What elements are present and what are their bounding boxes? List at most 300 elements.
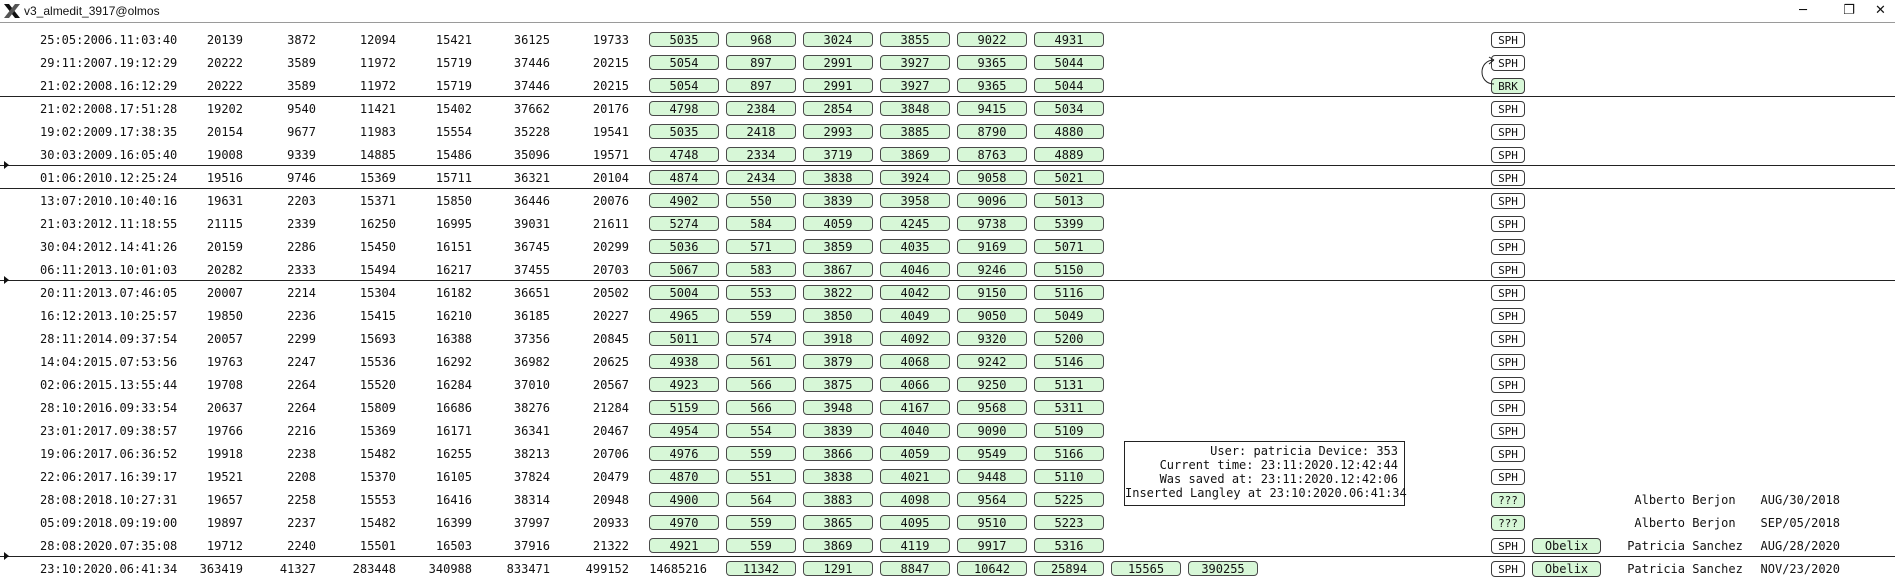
group-separator [0,165,1895,166]
row-value: 15494 [359,263,396,277]
row-value: 2264 [287,401,316,415]
author-name: Alberto Berjon [1634,493,1736,507]
value-box[interactable]: 3948 [803,400,873,415]
value-box[interactable]: 9510 [957,515,1027,530]
value-box[interactable]: 5274 [649,216,719,231]
value-box[interactable]: 553 [726,285,796,300]
row-value: 3872 [287,33,316,47]
row-value: 16399 [435,516,472,530]
value-box[interactable]: 5054 [649,55,719,70]
row-value: 16686 [435,401,472,415]
value-box[interactable]: 4059 [803,216,873,231]
group-separator [0,188,1895,189]
value-box[interactable]: 4042 [880,285,950,300]
value-box[interactable]: 4035 [880,239,950,254]
value-box[interactable]: 5044 [1034,55,1104,70]
table-row [0,443,1895,466]
row-value: 2203 [287,194,316,208]
value-box[interactable]: 5044 [1034,78,1104,93]
table-row [0,29,1895,52]
row-value: 15486 [435,148,472,162]
value-box[interactable]: 5311 [1034,400,1104,415]
obelix-button[interactable]: Obelix [1532,561,1601,577]
row-value: 20567 [592,378,629,392]
table-row [0,558,1895,581]
value-box[interactable]: 4059 [880,446,950,461]
value-box[interactable]: 3719 [803,147,873,162]
value-box[interactable]: 4046 [880,262,950,277]
row-value: 20057 [206,332,243,346]
value-box[interactable]: 390255 [1188,561,1258,576]
value-box[interactable]: 3924 [880,170,950,185]
row-value: 3589 [287,79,316,93]
value-box[interactable]: 2334 [726,147,796,162]
row-date: 14:04:2015.07:53:56 [40,355,178,369]
row-date: 28:10:2016.09:33:54 [40,401,178,415]
value-box[interactable]: 9564 [957,492,1027,507]
value-box[interactable]: 9568 [957,400,1027,415]
row-value: 19521 [206,470,243,484]
value-box[interactable]: 4976 [649,446,719,461]
value-box[interactable]: 5049 [1034,308,1104,323]
row-value: 2299 [287,332,316,346]
row-value: 2216 [287,424,316,438]
value-box[interactable]: 4021 [880,469,950,484]
value-box[interactable]: 4040 [880,423,950,438]
row-value: 37824 [513,470,550,484]
value-box[interactable]: 8790 [957,124,1027,139]
window-title: v3_almedit_3917@olmos [24,4,160,18]
value-box[interactable]: 566 [726,400,796,415]
info-saved-at: Was saved at: 23:11:2020.12:42:06 [1159,472,1398,486]
value-box[interactable]: 3869 [880,147,950,162]
value-box[interactable]: 968 [726,32,796,47]
maximize-button[interactable]: ❐ [1843,3,1855,18]
status-tag[interactable]: SPH [1491,101,1525,117]
row-value: 21611 [592,217,629,231]
row-value: 41327 [279,562,316,576]
value-box[interactable]: 5013 [1034,193,1104,208]
row-value: 11421 [359,102,396,116]
value-box[interactable]: 9365 [957,78,1027,93]
value-box[interactable]: 4970 [649,515,719,530]
value-box[interactable]: 9448 [957,469,1027,484]
value-box[interactable]: 561 [726,354,796,369]
value-box[interactable]: 9320 [957,331,1027,346]
value-box[interactable]: 9169 [957,239,1027,254]
row-value: 15402 [435,102,472,116]
value-box[interactable]: 1291 [803,561,873,576]
value-box[interactable]: 9365 [957,55,1027,70]
row-value: 15809 [359,401,396,415]
table-row [0,489,1895,512]
row-value: 16292 [435,355,472,369]
row-value: 15693 [359,332,396,346]
row-value: 15536 [359,355,396,369]
value-box[interactable]: 5200 [1034,331,1104,346]
row-value: 2339 [287,217,316,231]
row-value: 36745 [513,240,550,254]
value-box[interactable]: 8847 [880,561,950,576]
status-tag[interactable]: SPH [1491,423,1525,439]
row-value: 14685216 [649,562,707,576]
value-box[interactable]: 559 [726,538,796,553]
author-date: SEP/05/2018 [1760,516,1840,530]
value-box[interactable]: 2991 [803,55,873,70]
value-box[interactable]: 2854 [803,101,873,116]
row-value: 19918 [206,447,243,461]
value-box[interactable]: 3024 [803,32,873,47]
row-value: 15719 [435,79,472,93]
status-tag[interactable]: SPH [1491,124,1525,140]
status-tag[interactable]: SPH [1491,446,1525,462]
value-box[interactable]: 4049 [880,308,950,323]
value-box[interactable]: 897 [726,55,796,70]
table-row [0,512,1895,535]
value-box[interactable]: 5071 [1034,239,1104,254]
row-date: 29:11:2007.19:12:29 [40,56,178,70]
row-value: 15482 [359,447,396,461]
value-box[interactable]: 3850 [803,308,873,323]
row-value: 20933 [592,516,629,530]
row-value: 20282 [206,263,243,277]
value-box[interactable]: 2991 [803,78,873,93]
table-row [0,282,1895,305]
row-value: 21322 [592,539,629,553]
status-tag[interactable]: SPH [1491,331,1525,347]
value-box[interactable]: 5159 [649,400,719,415]
row-date: 30:03:2009.16:05:40 [40,148,178,162]
value-box[interactable]: 4167 [880,400,950,415]
value-box[interactable]: 2418 [726,124,796,139]
value-box[interactable]: 25894 [1034,561,1104,576]
obelix-button[interactable]: Obelix [1532,538,1601,554]
row-value: 37010 [513,378,550,392]
row-value: 39031 [513,217,550,231]
row-value: 15371 [359,194,396,208]
status-tag[interactable]: SPH [1491,354,1525,370]
value-box[interactable]: 5021 [1034,170,1104,185]
row-value: 20007 [206,286,243,300]
status-tag[interactable]: SPH [1491,377,1525,393]
value-box[interactable]: 4798 [649,101,719,116]
author-date: NOV/23/2020 [1760,562,1840,576]
value-box[interactable]: 5399 [1034,216,1104,231]
row-value: 9339 [287,148,316,162]
value-box[interactable]: 4748 [649,147,719,162]
status-tag[interactable]: SPH [1491,216,1525,232]
value-box[interactable]: 5035 [649,32,719,47]
value-box[interactable]: 3855 [880,32,950,47]
value-box[interactable]: 4900 [649,492,719,507]
value-box[interactable]: 5004 [649,285,719,300]
table-row [0,351,1895,374]
status-tag[interactable]: SPH [1491,239,1525,255]
value-box[interactable]: 3838 [803,469,873,484]
row-value: 20176 [592,102,629,116]
row-value: 11983 [359,125,396,139]
row-value: 15501 [359,539,396,553]
row-value: 15369 [359,171,396,185]
status-tag[interactable]: SPH [1491,538,1525,554]
row-value: 20227 [592,309,629,323]
row-value: 19733 [592,33,629,47]
row-value: 20159 [206,240,243,254]
value-box[interactable]: 10642 [957,561,1027,576]
row-date: 23:10:2020.06:41:34 [40,562,178,576]
row-value: 363419 [199,562,243,576]
value-box[interactable]: 5035 [649,124,719,139]
row-value: 38276 [513,401,550,415]
value-box[interactable]: 583 [726,262,796,277]
row-value: 15711 [435,171,472,185]
value-box[interactable]: 2993 [803,124,873,139]
value-box[interactable]: 4874 [649,170,719,185]
value-box[interactable]: 5131 [1034,377,1104,392]
row-value: 36446 [513,194,550,208]
row-date: 28:08:2020.07:35:08 [40,539,178,553]
value-box[interactable]: 3838 [803,170,873,185]
row-value: 283448 [352,562,396,576]
value-box[interactable]: 3839 [803,423,873,438]
table-row [0,213,1895,236]
row-value: 36341 [513,424,550,438]
value-box[interactable]: 5146 [1034,354,1104,369]
status-tag[interactable]: SPH [1491,285,1525,301]
value-box[interactable]: 3885 [880,124,950,139]
value-box[interactable]: 3839 [803,193,873,208]
value-box[interactable]: 9250 [957,377,1027,392]
table-row [0,167,1895,190]
row-value: 20467 [592,424,629,438]
value-box[interactable]: 4092 [880,331,950,346]
status-tag[interactable]: SPH [1491,55,1525,71]
link-arrow-icon [1474,56,1496,90]
value-box[interactable]: 3879 [803,354,873,369]
value-box[interactable]: 9022 [957,32,1027,47]
value-box[interactable]: 9917 [957,538,1027,553]
row-value: 2240 [287,539,316,553]
value-box[interactable]: 3848 [880,101,950,116]
value-box[interactable]: 4923 [649,377,719,392]
row-value: 15450 [359,240,396,254]
value-box[interactable]: 566 [726,377,796,392]
row-value: 38213 [513,447,550,461]
value-box[interactable]: 15565 [1111,561,1181,576]
value-box[interactable]: 5150 [1034,262,1104,277]
row-date: 30:04:2012.14:41:26 [40,240,178,254]
value-box[interactable]: 5110 [1034,469,1104,484]
value-box[interactable]: 3869 [803,538,873,553]
group-separator [0,556,1895,557]
minimize-button[interactable]: ─ [1799,3,1807,18]
row-value: 20222 [206,56,243,70]
value-box[interactable]: 5036 [649,239,719,254]
value-box[interactable]: 9150 [957,285,1027,300]
status-tag[interactable]: SPH [1491,170,1525,186]
value-box[interactable]: 3918 [803,331,873,346]
row-date: 19:02:2009.17:38:35 [40,125,178,139]
row-value: 20948 [592,493,629,507]
status-tag[interactable]: ??? [1491,492,1525,508]
value-box[interactable]: 11342 [726,561,796,576]
row-value: 9540 [287,102,316,116]
value-box[interactable]: 4098 [880,492,950,507]
value-box[interactable]: 584 [726,216,796,231]
table-row [0,374,1895,397]
row-value: 15482 [359,516,396,530]
close-button[interactable]: ✕ [1875,3,1886,18]
value-box[interactable]: 4954 [649,423,719,438]
value-box[interactable]: 9090 [957,423,1027,438]
value-box[interactable]: 2384 [726,101,796,116]
row-value: 11972 [359,56,396,70]
value-box[interactable]: 3883 [803,492,873,507]
value-box[interactable]: 3865 [803,515,873,530]
row-value: 2258 [287,493,316,507]
row-date: 22:06:2017.16:39:17 [40,470,178,484]
value-box[interactable]: 8763 [957,147,1027,162]
value-box[interactable]: 4902 [649,193,719,208]
status-tag[interactable]: SPH [1491,193,1525,209]
value-box[interactable]: 3859 [803,239,873,254]
row-value: 20076 [592,194,629,208]
status-tag[interactable]: SPH [1491,32,1525,48]
status-tag[interactable]: SPH [1491,147,1525,163]
row-date: 05:09:2018.09:19:00 [40,516,178,530]
author-date: AUG/30/2018 [1760,493,1840,507]
value-box[interactable]: 5109 [1034,423,1104,438]
row-date: 21:02:2008.17:51:28 [40,102,178,116]
row-value: 37455 [513,263,550,277]
value-box[interactable]: 3875 [803,377,873,392]
value-box[interactable]: 559 [726,446,796,461]
value-box[interactable]: 3958 [880,193,950,208]
value-box[interactable]: 9050 [957,308,1027,323]
value-box[interactable]: 4921 [649,538,719,553]
row-value: 37446 [513,56,550,70]
value-box[interactable]: 551 [726,469,796,484]
value-box[interactable]: 3866 [803,446,873,461]
row-date: 25:05:2006.11:03:40 [40,33,178,47]
value-box[interactable]: 5166 [1034,446,1104,461]
row-value: 36321 [513,171,550,185]
value-box[interactable]: 4880 [1034,124,1104,139]
status-tag[interactable]: BRK [1491,78,1525,94]
value-box[interactable]: 9242 [957,354,1027,369]
row-value: 15421 [435,33,472,47]
value-box[interactable]: 554 [726,423,796,438]
value-box[interactable]: 574 [726,331,796,346]
value-box[interactable]: 3927 [880,55,950,70]
value-box[interactable]: 5116 [1034,285,1104,300]
row-value: 15369 [359,424,396,438]
status-tag[interactable]: SPH [1491,262,1525,278]
value-box[interactable]: 4066 [880,377,950,392]
row-value: 2214 [287,286,316,300]
value-box[interactable]: 4068 [880,354,950,369]
row-value: 19516 [206,171,243,185]
row-value: 37446 [513,79,550,93]
value-box[interactable]: 4938 [649,354,719,369]
value-box[interactable]: 9738 [957,216,1027,231]
status-tag[interactable]: SPH [1491,469,1525,485]
info-current-time: Current time: 23:11:2020.12:42:44 [1159,458,1398,472]
value-box[interactable]: 4870 [649,469,719,484]
row-value: 19850 [206,309,243,323]
row-date: 28:08:2018.10:27:31 [40,493,178,507]
value-box[interactable]: 4095 [880,515,950,530]
value-box[interactable]: 9549 [957,446,1027,461]
row-value: 19897 [206,516,243,530]
status-tag[interactable]: ??? [1491,515,1525,531]
row-value: 37916 [513,539,550,553]
value-box[interactable]: 559 [726,515,796,530]
value-box[interactable]: 571 [726,239,796,254]
status-tag[interactable]: SPH [1491,561,1525,577]
value-box[interactable]: 559 [726,308,796,323]
status-tag[interactable]: SPH [1491,400,1525,416]
value-box[interactable]: 9096 [957,193,1027,208]
value-box[interactable]: 4889 [1034,147,1104,162]
table-row [0,236,1895,259]
group-separator [0,96,1895,97]
value-box[interactable]: 9246 [957,262,1027,277]
row-value: 16217 [435,263,472,277]
row-value: 16171 [435,424,472,438]
value-box[interactable]: 5011 [649,331,719,346]
table-row [0,190,1895,213]
row-value: 16250 [359,217,396,231]
row-value: 2286 [287,240,316,254]
table-row [0,144,1895,167]
value-box[interactable]: 3927 [880,78,950,93]
value-box[interactable]: 897 [726,78,796,93]
value-box[interactable]: 3822 [803,285,873,300]
row-value: 19766 [206,424,243,438]
row-value: 36982 [513,355,550,369]
status-tag[interactable]: SPH [1491,308,1525,324]
row-value: 2247 [287,355,316,369]
value-box[interactable]: 4965 [649,308,719,323]
row-value: 35228 [513,125,550,139]
value-box[interactable]: 4119 [880,538,950,553]
value-box[interactable]: 5054 [649,78,719,93]
author-name: Patricia Sanchez [1627,539,1743,553]
row-value: 36125 [513,33,550,47]
row-value: 19657 [206,493,243,507]
value-box[interactable]: 9415 [957,101,1027,116]
value-box[interactable]: 5223 [1034,515,1104,530]
value-box[interactable]: 4245 [880,216,950,231]
value-box[interactable]: 550 [726,193,796,208]
row-value: 16105 [435,470,472,484]
value-box[interactable]: 5067 [649,262,719,277]
value-box[interactable]: 564 [726,492,796,507]
row-value: 16284 [435,378,472,392]
value-box[interactable]: 5316 [1034,538,1104,553]
row-value: 20637 [206,401,243,415]
value-box[interactable]: 9058 [957,170,1027,185]
value-box[interactable]: 3867 [803,262,873,277]
value-box[interactable]: 5034 [1034,101,1104,116]
value-box[interactable]: 5225 [1034,492,1104,507]
info-user: User: patricia Device: 353 [1210,444,1398,458]
table-row [0,52,1895,75]
value-box[interactable]: 2434 [726,170,796,185]
value-box[interactable]: 4931 [1034,32,1104,47]
row-date: 06:11:2013.10:01:03 [40,263,178,277]
